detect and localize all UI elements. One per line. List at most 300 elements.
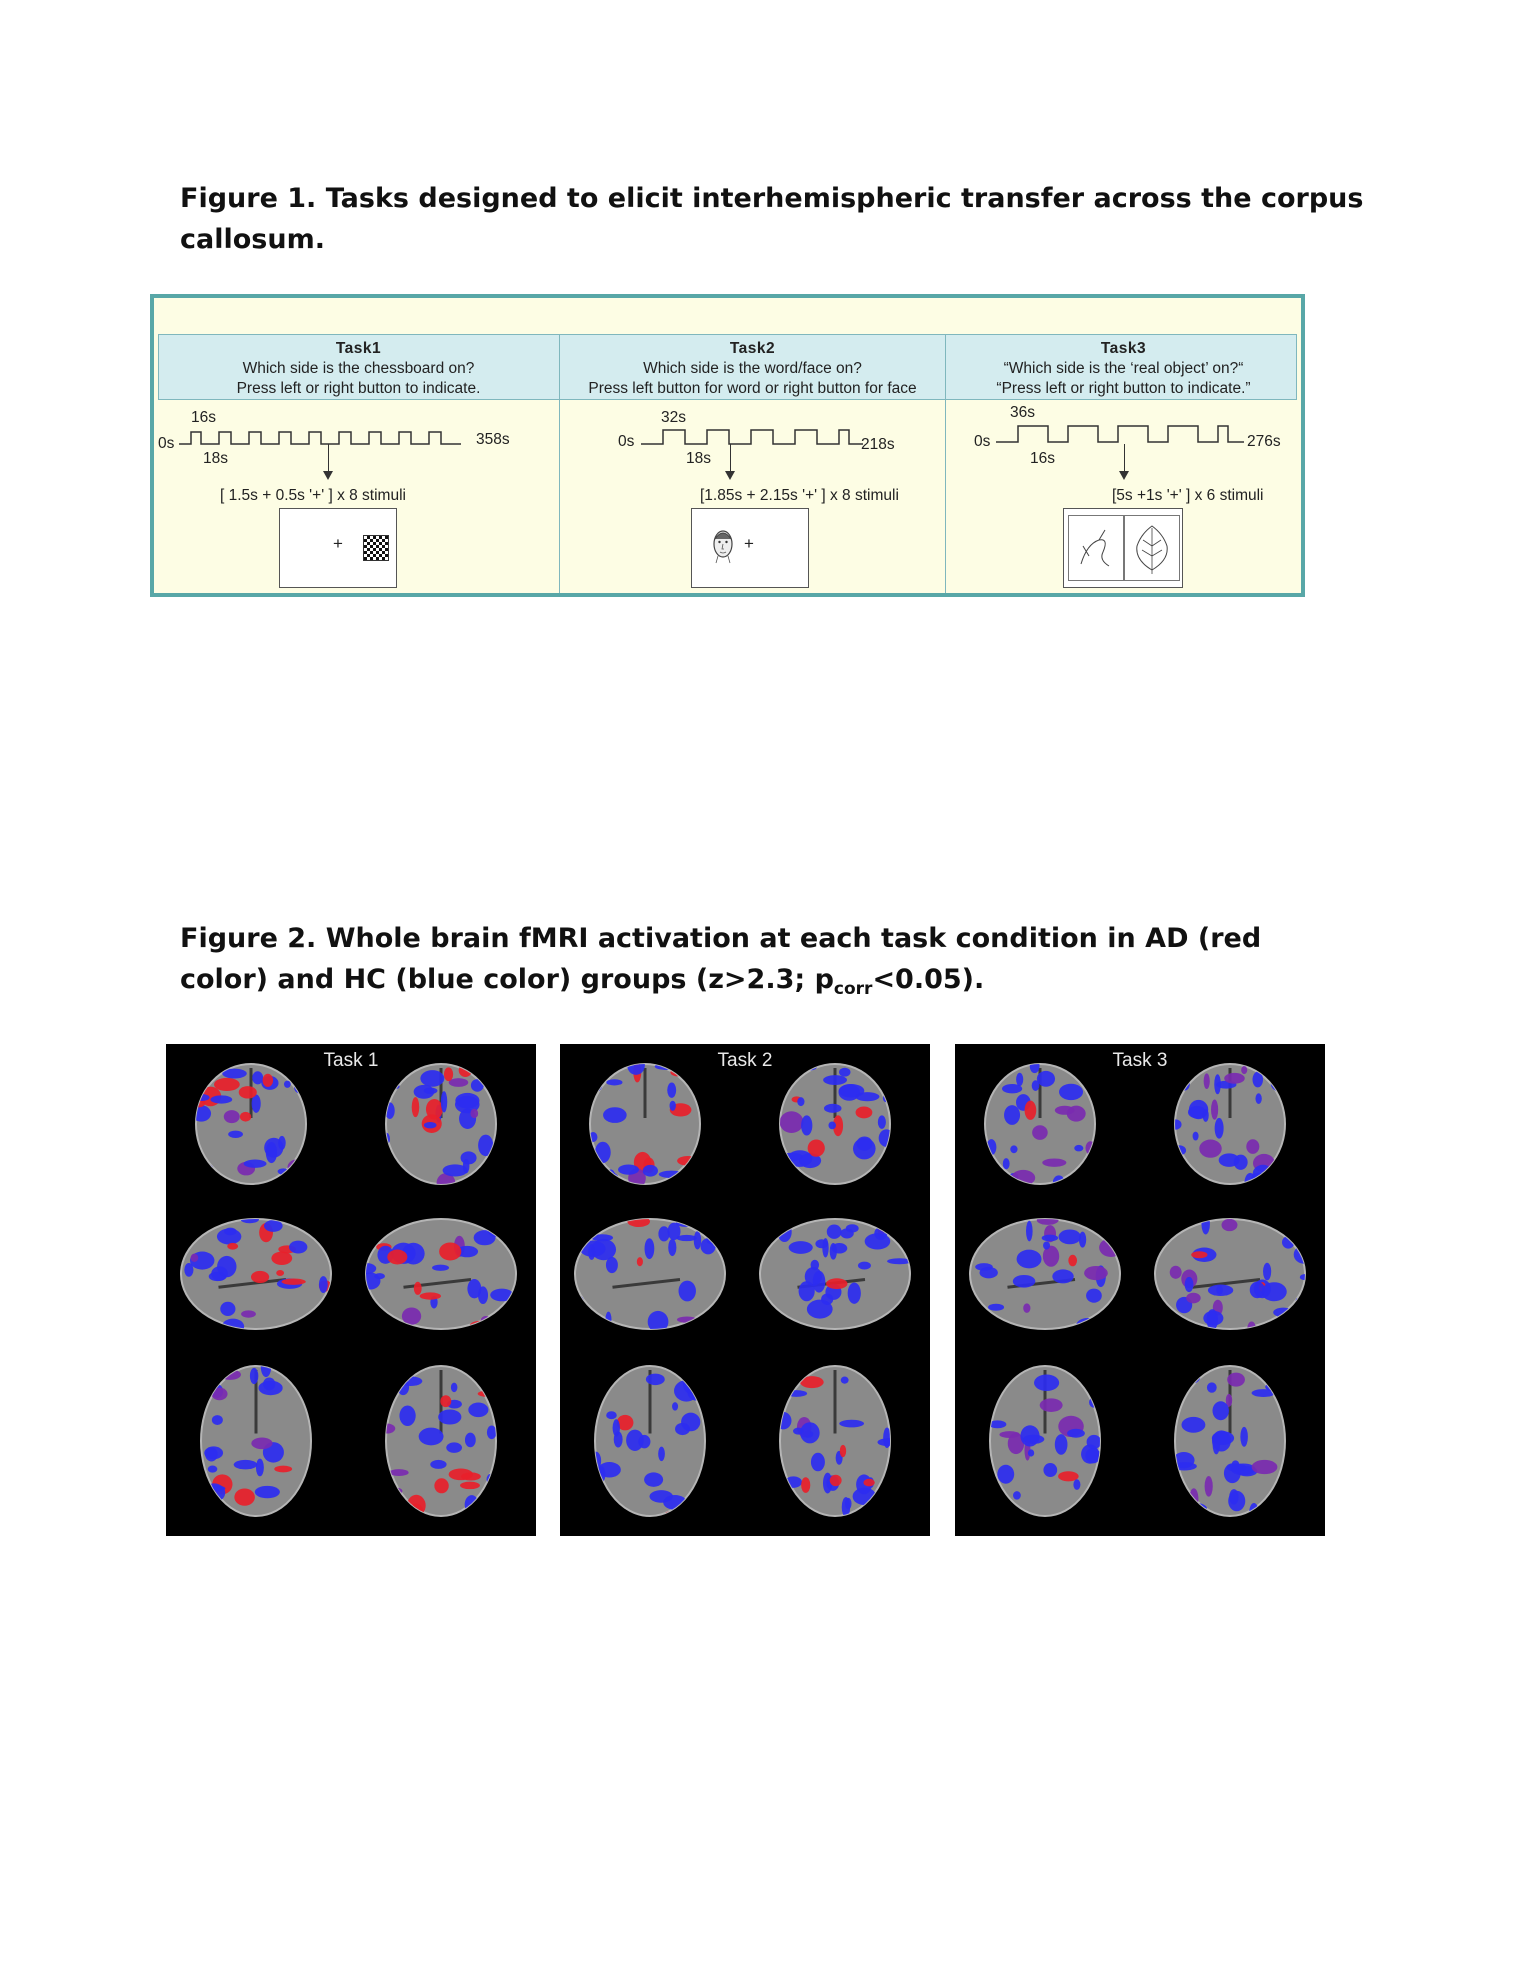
activation-blob (1199, 1140, 1221, 1158)
activation-blob (1059, 1084, 1083, 1100)
activation-blob (667, 1083, 676, 1098)
activation-blob (451, 1383, 458, 1392)
activation-blob (606, 1173, 619, 1191)
activation-blob (446, 1442, 462, 1452)
axial-brain-view (983, 1366, 1107, 1516)
activation-blob (800, 1422, 820, 1443)
coronal-brain-view (581, 1055, 706, 1190)
activation-blob (605, 1169, 616, 1190)
activation-blob (684, 1065, 703, 1084)
task-1-instruction-2: Press left or right button to indicate. (236, 380, 481, 397)
task-2-header (560, 339, 945, 399)
activation-blob (1224, 1073, 1245, 1084)
activation-blob (1170, 1119, 1182, 1129)
activation-blob (1241, 1066, 1247, 1074)
activation-blob (1300, 1274, 1310, 1280)
activation-blob (1013, 1275, 1036, 1288)
activation-blob (832, 1243, 848, 1254)
activation-blob (1043, 1463, 1057, 1477)
activation-blob (1250, 1282, 1265, 1299)
activation-blob (490, 1289, 513, 1302)
activation-blob (191, 1105, 211, 1121)
task-2-block-timeline (641, 418, 866, 454)
activation-blob (627, 1216, 650, 1227)
activation-blob (470, 1321, 494, 1331)
activation-blob (282, 1279, 306, 1285)
activation-blob (691, 1055, 706, 1076)
activation-blob (702, 1222, 724, 1234)
task-3-block-on: 36s (1010, 404, 1035, 421)
activation-blob (1084, 1077, 1096, 1088)
activation-blob (211, 1388, 227, 1401)
sagittal-brain-view (570, 1216, 725, 1333)
activation-blob (271, 1252, 292, 1265)
task-1-header (158, 339, 559, 399)
activation-blob (693, 1363, 715, 1378)
activation-blob (1030, 1059, 1040, 1073)
activation-blob (440, 1395, 451, 1407)
activation-blob (637, 1257, 643, 1266)
task-3-stimulus-screen (1063, 508, 1183, 588)
activation-blob (360, 1272, 380, 1289)
activation-blob (441, 1091, 447, 1112)
activation-blob (1105, 1308, 1122, 1323)
activation-blob (234, 1489, 255, 1506)
activation-blob (1207, 1382, 1217, 1392)
activation-blob (1172, 1145, 1186, 1155)
activation-blob (966, 1316, 981, 1335)
activation-blob (994, 1498, 1011, 1513)
activation-blob (1273, 1308, 1293, 1318)
activation-blob (184, 1263, 193, 1277)
activation-blob (606, 1079, 622, 1085)
activation-blob (670, 1101, 676, 1111)
activation-blob (1055, 1434, 1068, 1455)
activation-blob (595, 1142, 611, 1163)
activation-blob (449, 1078, 469, 1087)
activation-blob (1222, 1219, 1238, 1231)
activation-blob (672, 1402, 678, 1411)
activation-blob (399, 1406, 415, 1426)
activation-blob (694, 1367, 701, 1385)
figure-2-caption-tail: <0.05). (872, 964, 985, 995)
task-3-instruction-2: “Press left or right button to indicate.” (996, 380, 1251, 397)
figure-1-caption: Figure 1. Tasks designed to elicit interhemispheric transfer across the corpus callosum. (180, 183, 1364, 255)
fixation-cross: + (333, 534, 343, 553)
activation-blob (571, 1312, 596, 1321)
activation-blob (645, 1238, 655, 1259)
activation-blob (1252, 1460, 1278, 1474)
axial-brain-view (377, 1366, 499, 1525)
task-2-name: Task2 (729, 340, 776, 357)
activation-blob (964, 1317, 986, 1332)
activation-blob (1219, 1153, 1240, 1167)
activation-blob (811, 1260, 819, 1270)
activation-blob (289, 1241, 307, 1254)
activation-blob (801, 1115, 812, 1135)
task-2-instruction-2: Press left button for word or right button for face (588, 380, 917, 397)
activation-blob (474, 1230, 496, 1245)
task-1-block-timeline (179, 418, 469, 454)
activation-blob (793, 1428, 803, 1435)
activation-blob (255, 1486, 280, 1498)
activation-blob (681, 1413, 700, 1432)
activation-blob (826, 1278, 847, 1289)
activation-blob (788, 1150, 813, 1167)
activation-blob (206, 1485, 225, 1491)
brain-panel-task-2 (560, 1044, 930, 1536)
task-2-block-off: 18s (686, 450, 711, 467)
task-1-instruction-1: Which side is the chessboard on? (242, 360, 475, 377)
activation-blob (988, 1055, 1000, 1072)
activation-blob (694, 1231, 701, 1249)
activation-blob (1228, 1491, 1245, 1512)
activation-blob (1028, 1449, 1034, 1456)
activation-blob (1189, 1100, 1208, 1119)
activation-blob (319, 1276, 328, 1293)
activation-blob (777, 1222, 791, 1243)
task-1-arrow-line (328, 444, 329, 472)
activation-blob (251, 1438, 272, 1450)
activation-blob (1262, 1282, 1287, 1301)
axial-brain-view (1172, 1365, 1285, 1523)
activation-blob (1215, 1118, 1224, 1139)
activation-blob (1185, 1277, 1194, 1292)
activation-blob (984, 1172, 1007, 1187)
figure-2-caption-subscript: corr (833, 979, 873, 999)
activation-blob (408, 1503, 424, 1525)
coronal-brain-view (382, 1063, 496, 1192)
activation-blob (848, 1283, 861, 1304)
activation-blob (643, 1165, 658, 1177)
activation-blob (877, 1438, 899, 1446)
activation-blob (363, 1214, 374, 1229)
fixation-cross: + (744, 534, 754, 553)
coronal-brain-view (189, 1064, 309, 1184)
activation-blob (276, 1270, 284, 1276)
activation-blob (210, 1095, 232, 1103)
activation-blob (284, 1081, 291, 1088)
activation-blob (239, 1086, 257, 1098)
task-3-header (946, 339, 1301, 399)
activation-blob (878, 1115, 886, 1128)
activation-blob (444, 1067, 453, 1081)
activation-blob (228, 1131, 243, 1138)
activation-blob (606, 1411, 617, 1419)
activation-blob (1240, 1427, 1248, 1447)
activation-blob (384, 1478, 390, 1492)
activation-blob (603, 1107, 627, 1123)
task-1-trial-formula: [ 1.5s + 0.5s '+' ] x 8 stimuli (220, 487, 406, 504)
activation-blob (244, 1160, 267, 1168)
activation-blob (1181, 1417, 1205, 1433)
task-3-arrow-head (1119, 471, 1129, 480)
activation-blob (572, 1321, 588, 1333)
activation-blob (430, 1460, 446, 1469)
activation-blob (856, 1136, 872, 1150)
activation-blob (1068, 1255, 1077, 1266)
activation-blob (481, 1316, 492, 1327)
activation-blob (839, 1084, 865, 1097)
figure-2-caption-main: Figure 2. Whole brain fMRI activation at each task condition in AD (red color) and HC (blue color) groups (z>2.3; p (180, 923, 1262, 995)
brain-renderings (955, 1044, 1325, 1536)
activation-blob (434, 1478, 448, 1493)
sagittal-brain-view (755, 1213, 912, 1334)
task-1-name: Task1 (335, 340, 382, 357)
activation-blob (983, 1372, 1003, 1393)
task-1-time-start: 0s (158, 435, 175, 452)
activation-blob (297, 1371, 307, 1390)
task-3-block-off: 16s (1030, 450, 1055, 467)
activation-blob (179, 1240, 187, 1251)
activation-blob (591, 1239, 616, 1260)
panel-title-task-1: Task 1 (323, 1050, 379, 1071)
activation-blob (264, 1138, 283, 1158)
activation-blob (419, 1428, 444, 1446)
activation-blob (420, 1070, 444, 1087)
activation-blob (1212, 1401, 1228, 1420)
leaf-object-drawing (1125, 516, 1179, 580)
activation-blob (220, 1302, 235, 1316)
activation-blob (811, 1453, 825, 1472)
face-stimulus (711, 527, 735, 565)
activation-blob (1032, 1125, 1048, 1140)
real-object-panel (1124, 515, 1180, 581)
activation-blob (755, 1213, 770, 1232)
task-3-time-start: 0s (974, 433, 991, 450)
task-1-block-on: 16s (191, 409, 216, 426)
activation-blob (1193, 1132, 1199, 1141)
activation-blob (1052, 1269, 1073, 1283)
brain-renderings (560, 1044, 930, 1536)
coronal-brain-view (770, 1062, 895, 1184)
activation-blob (1255, 1093, 1261, 1104)
activation-blob (658, 1447, 665, 1461)
activation-blob (1086, 1383, 1107, 1392)
activation-blob (414, 1085, 435, 1099)
activation-blob (588, 1167, 599, 1185)
activation-blob (387, 1250, 407, 1265)
activation-blob (591, 1234, 613, 1241)
task-1-time-end: 358s (476, 431, 510, 448)
activation-blob (840, 1445, 846, 1457)
activation-blob (840, 1228, 854, 1238)
activation-blob (626, 1430, 644, 1451)
activation-blob (240, 1112, 251, 1122)
activation-blob (827, 1225, 842, 1239)
activation-blob (1249, 1503, 1259, 1523)
activation-blob (377, 1487, 402, 1496)
activation-blob (1214, 1074, 1221, 1094)
activation-blob (679, 1281, 696, 1302)
activation-blob (432, 1265, 449, 1271)
activation-blob (478, 1135, 493, 1156)
activation-blob (780, 1111, 804, 1133)
activation-blob (668, 1223, 681, 1240)
activation-blob (1204, 1073, 1210, 1089)
activation-blob (815, 1239, 828, 1248)
activation-blob (189, 1173, 214, 1181)
activation-blob (1020, 1425, 1039, 1446)
activation-blob (1203, 1311, 1223, 1326)
activation-blob (668, 1239, 676, 1256)
activation-blob (1170, 1266, 1182, 1279)
activation-blob (362, 1216, 372, 1227)
activation-blob (644, 1472, 663, 1486)
activation-blob (1016, 1073, 1023, 1086)
activation-blob (618, 1165, 639, 1175)
activation-blob (589, 1055, 607, 1073)
activation-blob (449, 1469, 473, 1481)
activation-blob (677, 1156, 698, 1166)
sagittal-brain-view (964, 1216, 1122, 1336)
activation-blob (1043, 1241, 1050, 1249)
activation-blob (471, 1079, 484, 1092)
activation-blob (263, 1074, 273, 1087)
activation-blob (251, 1271, 269, 1283)
activation-blob (1010, 1145, 1017, 1153)
activation-blob (241, 1310, 256, 1317)
panel-title-task-2: Task 2 (717, 1050, 773, 1071)
activation-blob (1067, 1429, 1085, 1438)
activation-blob (438, 1409, 461, 1424)
task-3-arrow-line (1124, 444, 1125, 472)
activation-blob (1211, 1099, 1218, 1119)
activation-blob (824, 1104, 842, 1113)
activation-blob (988, 1304, 1004, 1311)
activation-blob (487, 1426, 497, 1440)
activation-blob (613, 1419, 620, 1436)
activation-blob (227, 1243, 238, 1250)
activation-blob (865, 1233, 891, 1249)
activation-blob (823, 1075, 847, 1085)
abstract-line-drawing (1069, 516, 1123, 580)
activation-blob (208, 1466, 218, 1473)
activation-blob (1037, 1071, 1055, 1087)
activation-blob (439, 1242, 461, 1260)
activation-blob (988, 1057, 1010, 1074)
activation-blob (1246, 1139, 1259, 1154)
task-3-block-timeline (996, 416, 1246, 452)
activation-blob (1086, 1289, 1102, 1303)
activation-blob (420, 1292, 441, 1299)
activation-blob (455, 1093, 479, 1109)
chessboard-stimulus (363, 535, 389, 561)
activation-blob (465, 1433, 476, 1448)
task-3-time-end: 276s (1247, 433, 1281, 450)
task-3-name: Task3 (1100, 340, 1147, 357)
activation-blob (879, 1129, 895, 1146)
activation-blob (580, 1323, 603, 1329)
activation-blob (1216, 1286, 1223, 1295)
activation-blob (443, 1164, 468, 1176)
activation-blob (460, 1482, 480, 1490)
activation-blob (598, 1462, 621, 1478)
activation-blob (839, 1420, 864, 1428)
task-1-block-off: 18s (203, 450, 228, 467)
activation-blob (467, 1279, 481, 1298)
activation-blob (781, 1166, 790, 1174)
activation-blob (389, 1469, 408, 1476)
activation-blob (785, 1476, 802, 1487)
activation-blob (263, 1378, 275, 1391)
activation-blob (204, 1446, 223, 1459)
activation-blob (1183, 1503, 1207, 1514)
activation-blob (250, 1368, 258, 1384)
activation-blob (570, 1295, 584, 1314)
activation-blob (1042, 1158, 1066, 1166)
task-2-time-start: 0s (618, 433, 635, 450)
task-2-arrow-head (725, 471, 735, 480)
activation-blob (581, 1075, 602, 1093)
activation-blob (828, 1122, 836, 1130)
brain-renderings (166, 1044, 536, 1536)
activation-blob (646, 1374, 665, 1385)
abstract-drawing-panel (1068, 515, 1124, 581)
panel-title-task-3: Task 3 (1112, 1050, 1168, 1071)
activation-blob (1113, 1314, 1120, 1335)
activation-blob (807, 1300, 833, 1319)
activation-blob (1040, 1398, 1063, 1412)
task-2-arrow-line (730, 444, 731, 472)
activation-blob (1073, 1479, 1080, 1490)
activation-blob (424, 1122, 437, 1128)
activation-blob (224, 1228, 237, 1236)
activation-blob (414, 1282, 422, 1295)
activation-blob (665, 1511, 682, 1517)
figure-1-task-diagram (150, 294, 1305, 597)
task-2-block-on: 32s (661, 409, 686, 426)
activation-blob (234, 1460, 257, 1469)
activation-blob (1091, 1369, 1103, 1383)
activation-blob (1084, 1266, 1108, 1280)
activation-blob (997, 1465, 1014, 1484)
activation-blob (224, 1110, 240, 1123)
activation-blob (192, 1370, 211, 1392)
activation-blob (1201, 1214, 1209, 1235)
activation-blob (841, 1377, 849, 1384)
activation-blob (256, 1459, 264, 1477)
activation-blob (1042, 1235, 1058, 1242)
task-1-arrow-head (323, 471, 333, 480)
activation-blob (211, 1266, 228, 1280)
activation-blob (595, 1364, 617, 1386)
activation-blob (1191, 1251, 1207, 1258)
task-2-time-end: 218s (861, 436, 895, 453)
activation-blob (839, 1068, 850, 1077)
activation-blob (590, 1067, 612, 1077)
activation-blob (871, 1358, 896, 1374)
activation-blob (1004, 1105, 1020, 1125)
activation-blob (785, 1390, 807, 1397)
activation-blob (386, 1173, 403, 1189)
activation-blob (801, 1477, 810, 1493)
task-2-stimulus-screen (691, 508, 809, 588)
activation-blob (1263, 1263, 1271, 1281)
activation-blob (1074, 1145, 1083, 1152)
activation-blob (1102, 1325, 1111, 1331)
activation-blob (191, 1254, 199, 1262)
axial-brain-view (192, 1356, 319, 1516)
activation-blob (468, 1403, 488, 1418)
activation-blob (1055, 1106, 1075, 1115)
coronal-brain-view (984, 1055, 1096, 1189)
activation-blob (376, 1210, 397, 1230)
activation-blob (830, 1475, 842, 1486)
activation-blob (864, 1479, 875, 1487)
activation-blob (412, 1097, 420, 1117)
task-2-trial-formula: [1.85s + 2.15s '+' ] x 8 stimuli (700, 487, 899, 504)
